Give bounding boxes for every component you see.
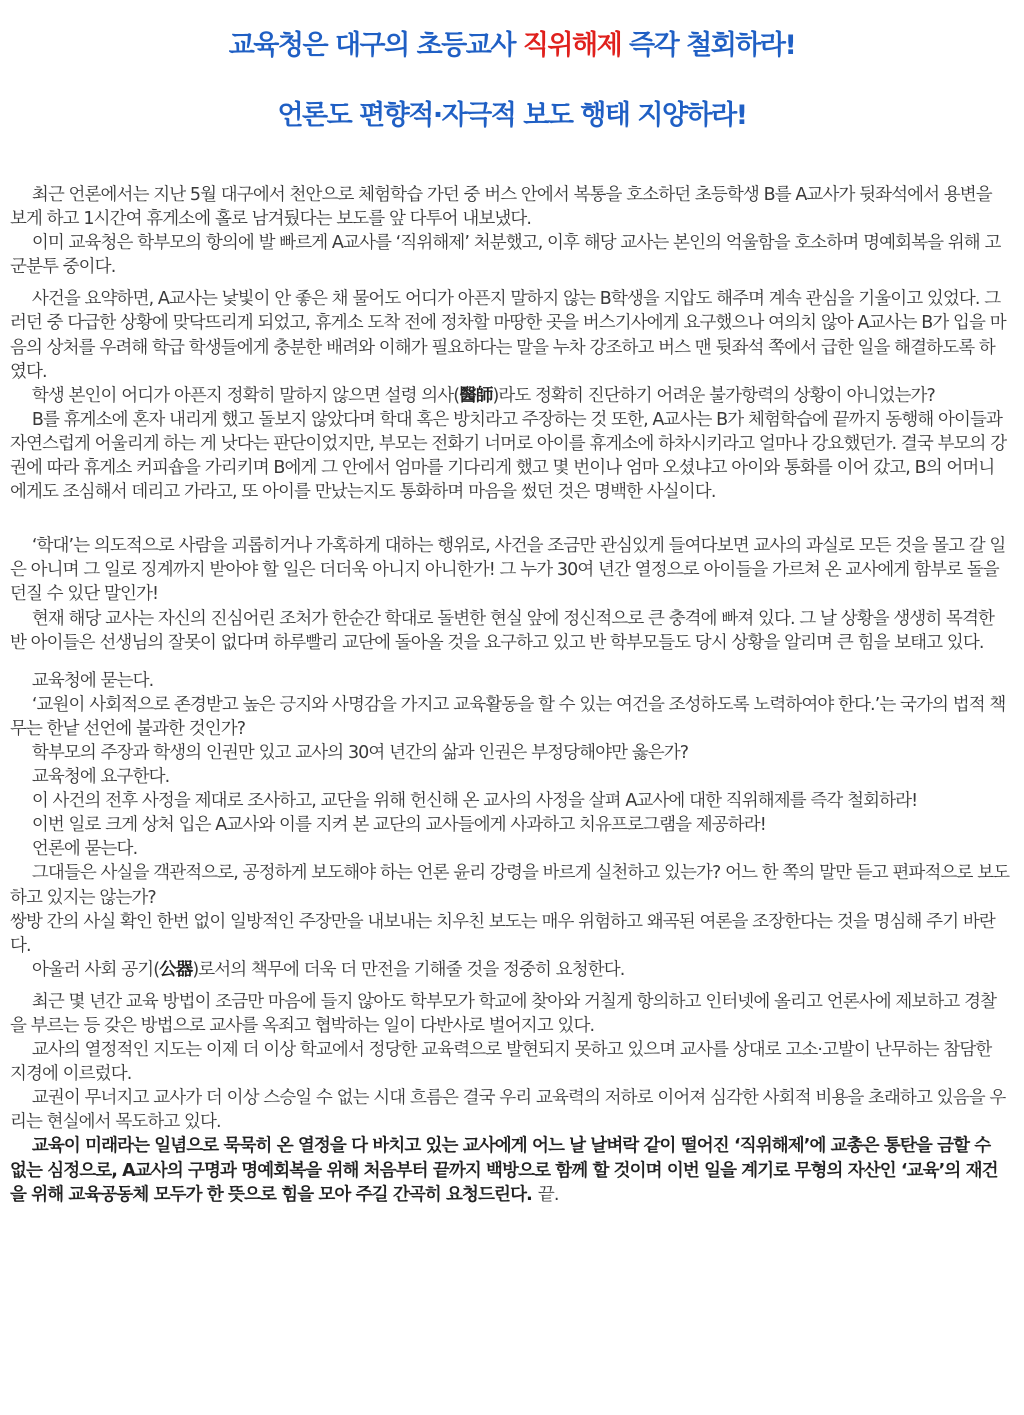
paragraph-10: 학부모의 주장과 학생의 인권만 있고 교사의 30여 년간의 삶과 인권은 부정당해야만 옳은가? [31,742,689,763]
header [0,28,1024,134]
page-subtitle: 언론도 편향적·자극적 보도 행태 지양하라! [277,100,747,131]
paragraph-16: 쌍방 간의 사실 확인 한번 없이 일방적인 주장만을 내보내는 치우친 보도는 매우 위험하고 왜곡된 여론을 조장한다는 것을 명심해 주기 바란다. [10,911,995,956]
p17-hanja: 公器 [159,959,193,980]
paragraph-17 [10,958,1010,982]
paragraph-13: 이번 일로 크게 상처 입은 A교사와 이를 지켜 본 교단의 교사들에게 사과하고 치유프로그램을 제공하라! [31,815,766,836]
paragraph-20: 교권이 무너지고 교사가 더 이상 스승일 수 없는 시대 흐름은 결국 우리 교육력의 저하로 이어져 심각한 사회적 비용을 초래하고 있음을 우리는 현실에서 목도하고 있다. [10,1088,1006,1133]
paragraph-8: 교육청에 묻는다. [31,670,154,691]
p4-text-c: )라도 정확히 진단하기 어려운 불가항력의 상황이 아니었는가? [492,385,935,406]
page-title [0,28,1024,64]
paragraph-21 [10,1134,1010,1206]
paragraph-4 [10,384,1010,408]
paragraph-7: 현재 해당 교사는 자신의 진심어린 조처가 한순간 학대로 돌변한 현실 앞에 정신적으로 큰 충격에 빠져 있다. 그 날 상황을 생생히 목격한 반 아이들은 선생님의 잘못이 없다며 하루빨리 교단에 돌아올 것을 요구하고 있고 반 학부모들도 당시 상황을 알리며 큰 힘을 보태고 있다. [10,608,995,653]
p4-hanja: 醫師 [459,385,493,406]
paragraph-1: 최근 언론에서는 지난 5월 대구에서 천안으로 체험학습 가던 중 버스 안에서 복통을 호소하던 초등학생 B를 A교사가 뒷좌석에서 용변을 보게 하고 1시간여 휴게소에 홀로 남겨뒀다는 보도를 앞 다투어 내보냈다. [10,185,992,230]
paragraph-15: 그대들은 사실을 객관적으로, 공정하게 보도해야 하는 언론 윤리 강령을 바르게 실천하고 있는가? 어느 한 쪽의 말만 듣고 편파적으로 보도하고 있지는 않는가? [10,863,1010,908]
paragraph-3: 사건을 요약하면, A교사는 낯빛이 안 좋은 채 물어도 어디가 아픈지 말하지 않는 B학생을 지압도 해주며 계속 관심을 기울이고 있었다. 그러던 중 다급한 상황에 맞닥뜨리게 되었고, 휴게소 도착 전에 정차할 마땅한 곳을 버스기사에게 요구했으나 여의치 않아 A교사는 B가 입을 마음의 상처를 우려해 학급 학생들에게 충분한 배려와 이해가 필요하다는 말을 누차 강조하고 버스 맨 뒷좌석 쪽에서 급한 일을 해결하도록 하였다. [10,289,1006,382]
paragraph-14: 언론에 묻는다. [31,839,138,860]
paragraph-2: 이미 교육청은 학부모의 항의에 발 빠르게 A교사를 ‘직위해제’ 처분했고, 이후 해당 교사는 본인의 억울함을 호소하며 명예회복을 위해 고군분투 중이다. [10,233,1001,278]
paragraph-9: ‘교원이 사회적으로 존경받고 높은 긍지와 사명감을 가지고 교육활동을 할 수 있는 여건을 조성하도록 노력하여야 한다.’는 국가의 법적 책무는 한낱 선언에 불과한 것인가? [10,694,1006,739]
p17-text-a: 아울러 사회 공기( [31,959,160,980]
paragraph-6: ‘학대’는 의도적으로 사람을 괴롭히거나 가혹하게 대하는 행위로, 사건을 조금만 관심있게 들여다보면 교사의 과실로 모든 것을 몰고 갈 일은 아니며 그 일로 징계까지 받아야 할 일은 더더욱 아니지 아니한가! 그 누가 30여 년간 열정으로 아이들을 가르쳐 온 교사에게 함부로 돌을 던질 수 있단 말인가! [10,536,1006,605]
article-body [10,183,1010,1207]
paragraph-11: 교육청에 요구한다. [31,767,170,788]
p17-text-c: )로서의 책무에 더욱 더 만전을 기해줄 것을 정중히 요청한다. [192,959,625,980]
p4-text-a: 학생 본인이 어디가 아픈지 정확히 말하지 않으면 설령 의사( [31,385,460,406]
title-highlight: 직위해제 [522,30,622,61]
closing-mark: 끝. [537,1184,559,1205]
title-part2: 즉각 철회하라! [621,30,796,61]
paragraph-12: 이 사건의 전후 사정을 제대로 조사하고, 교단을 위해 헌신해 온 교사의 사정을 살펴 A교사에 대한 직위해제를 즉각 철회하라! [31,791,918,812]
title-part1: 교육청은 대구의 초등교사 [228,30,523,61]
paragraph-19: 교사의 열정적인 지도는 이제 더 이상 학교에서 정당한 교육력으로 발현되지 못하고 있으며 교사를 상대로 고소·고발이 난무하는 참담한 지경에 이르렀다. [10,1040,992,1085]
p21-bold-text: 교육이 미래라는 일념으로 묵묵히 온 열정을 다 바치고 있는 교사에게 어느 날 날벼락 같이 떨어진 ‘직위해제’에 교총은 통탄을 금할 수 없는 심정으로, A교사의 구명과 명예회복을 위해 처음부터 끝까지 백방으로 함께 할 것이며 이번 일을 계기로 무형의 자산인 ‘교육’의 재건을 위해 교육공동체 모두가 한 뜻으로 힘을 모아 주길 간곡히 요청드린다. [10,1136,998,1205]
paragraph-18: 최근 몇 년간 교육 방법이 조금만 마음에 들지 않아도 학부모가 학교에 찾아와 거칠게 항의하고 인터넷에 올리고 언론사에 제보하고 경찰을 부르는 등 갖은 방법으로 교사를 옥죄고 협박하는 일이 다반사로 벌어지고 있다. [10,991,997,1036]
paragraph-5: B를 휴게소에 혼자 내리게 했고 돌보지 않았다며 학대 혹은 방치라고 주장하는 것 또한, A교사는 B가 체험학습에 끝까지 동행해 아이들과 자연스럽게 어울리게 하는 게 낫다는 판단이었지만, 부모는 전화기 너머로 아이를 휴게소에 하차시키라고 얼마나 강요했던가. 결국 부모의 강권에 따라 휴게소 커피숍을 가리키며 B에게 그 안에서 엄마를 기다리게 했고 몇 번이나 엄마 오셨냐고 아이와 통화를 이어 갔고, B의 어머니에게도 조심해서 데리고 가라고, 또 아이를 만났는지도 통화하며 마음을 썼던 것은 명백한 사실이다. [10,409,1007,503]
